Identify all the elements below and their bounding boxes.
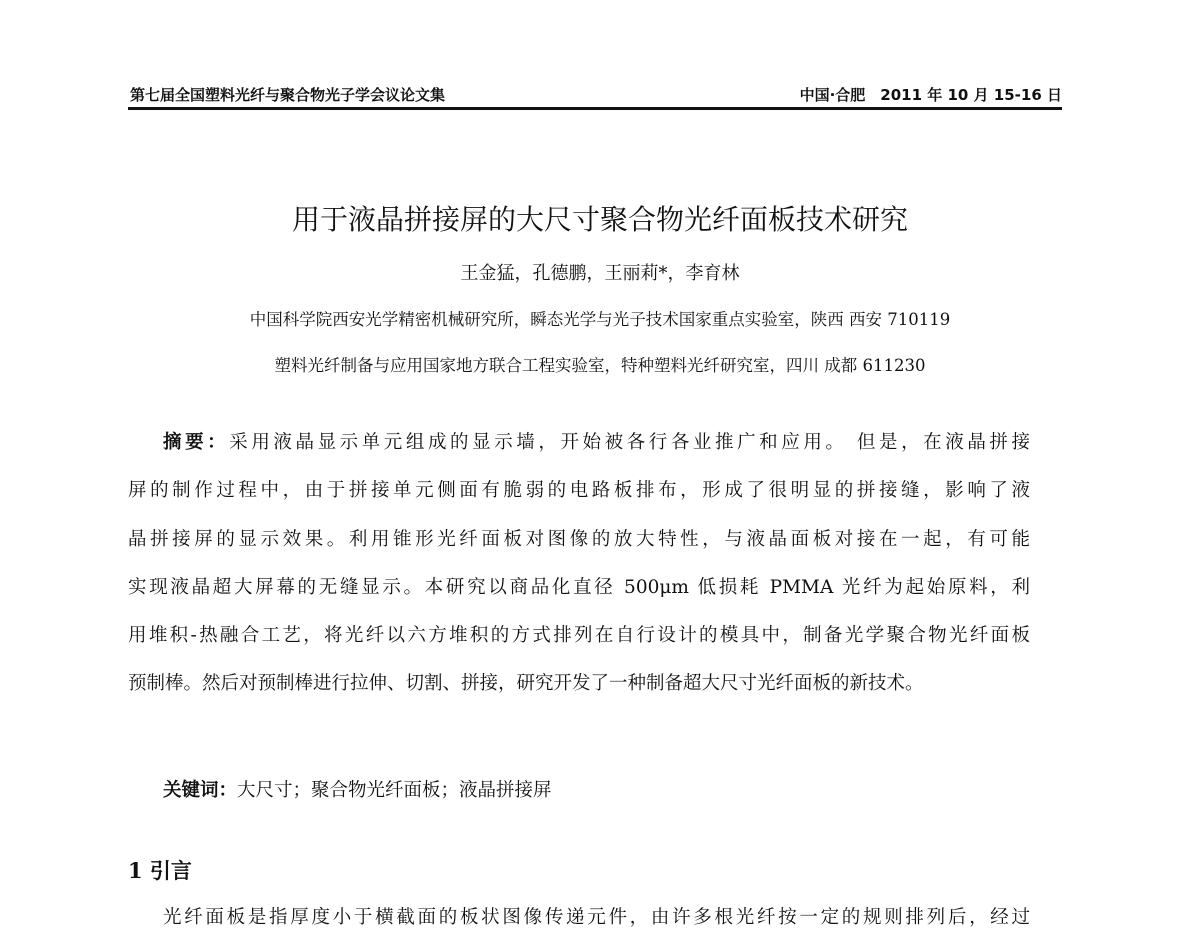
abstract-line: 用堆积-热融合工艺，将光纤以六方堆积的方式排列在自行设计的模具中，制备光学聚合物光纤面板 — [128, 625, 1030, 646]
affiliation: 中国科学院西安光学精密机械研究所，瞬态光学与光子技术国家重点实验室，陕西 西安 710119 — [249, 310, 951, 329]
body-line: 光纤面板是指厚度小于横截面的板状图像传递元件，由许多根光纤按一定的规则排列后，经过 — [163, 907, 1030, 928]
running-header-proceedings: 第七届全国塑料光纤与聚合物光子学会议论文集 — [130, 86, 446, 104]
header-rule — [128, 107, 1062, 110]
authors: 王金猛，孔德鹏，王丽莉*，李育林 — [460, 263, 740, 284]
abstract-text: 采用液晶显示单元组成的显示墙，开始被各行各业推广和应用。 但是，在液晶拼接 — [229, 432, 1030, 453]
keywords-label: 关键词： — [163, 780, 238, 801]
running-header-place-date: 中国·合肥 2011 年 10 月 15-16 日 — [799, 86, 1062, 104]
abstract-label: 摘要： — [163, 432, 230, 453]
keywords — [163, 776, 552, 802]
affiliation: 塑料光纤制备与应用国家地方联合工程实验室，特种塑料光纤研究室，四川 成都 611230 — [274, 356, 926, 375]
abstract-line: 预制棒。然后对预制棒进行拉伸、切割、拼接，研究开发了一种制备超大尺寸光纤面板的新技术。 — [128, 673, 924, 694]
section-heading: 1 引言 — [128, 858, 192, 883]
paper-title: 用于液晶拼接屏的大尺寸聚合物光纤面板技术研究 — [291, 203, 908, 236]
abstract-line — [163, 428, 1030, 454]
abstract-line: 屏的制作过程中，由于拼接单元侧面有脆弱的电路板排布，形成了很明显的拼接缝，影响了液 — [128, 480, 1030, 501]
abstract-line: 实现液晶超大屏幕的无缝显示。本研究以商品化直径 500μm 低损耗 PMMA 光纤为起始原料，利 — [128, 577, 1030, 598]
keywords-text: 大尺寸；聚合物光纤面板；液晶拼接屏 — [237, 780, 552, 801]
abstract-line: 晶拼接屏的显示效果。利用锥形光纤面板对图像的放大特性，与液晶面板对接在一起，有可能 — [128, 529, 1030, 550]
